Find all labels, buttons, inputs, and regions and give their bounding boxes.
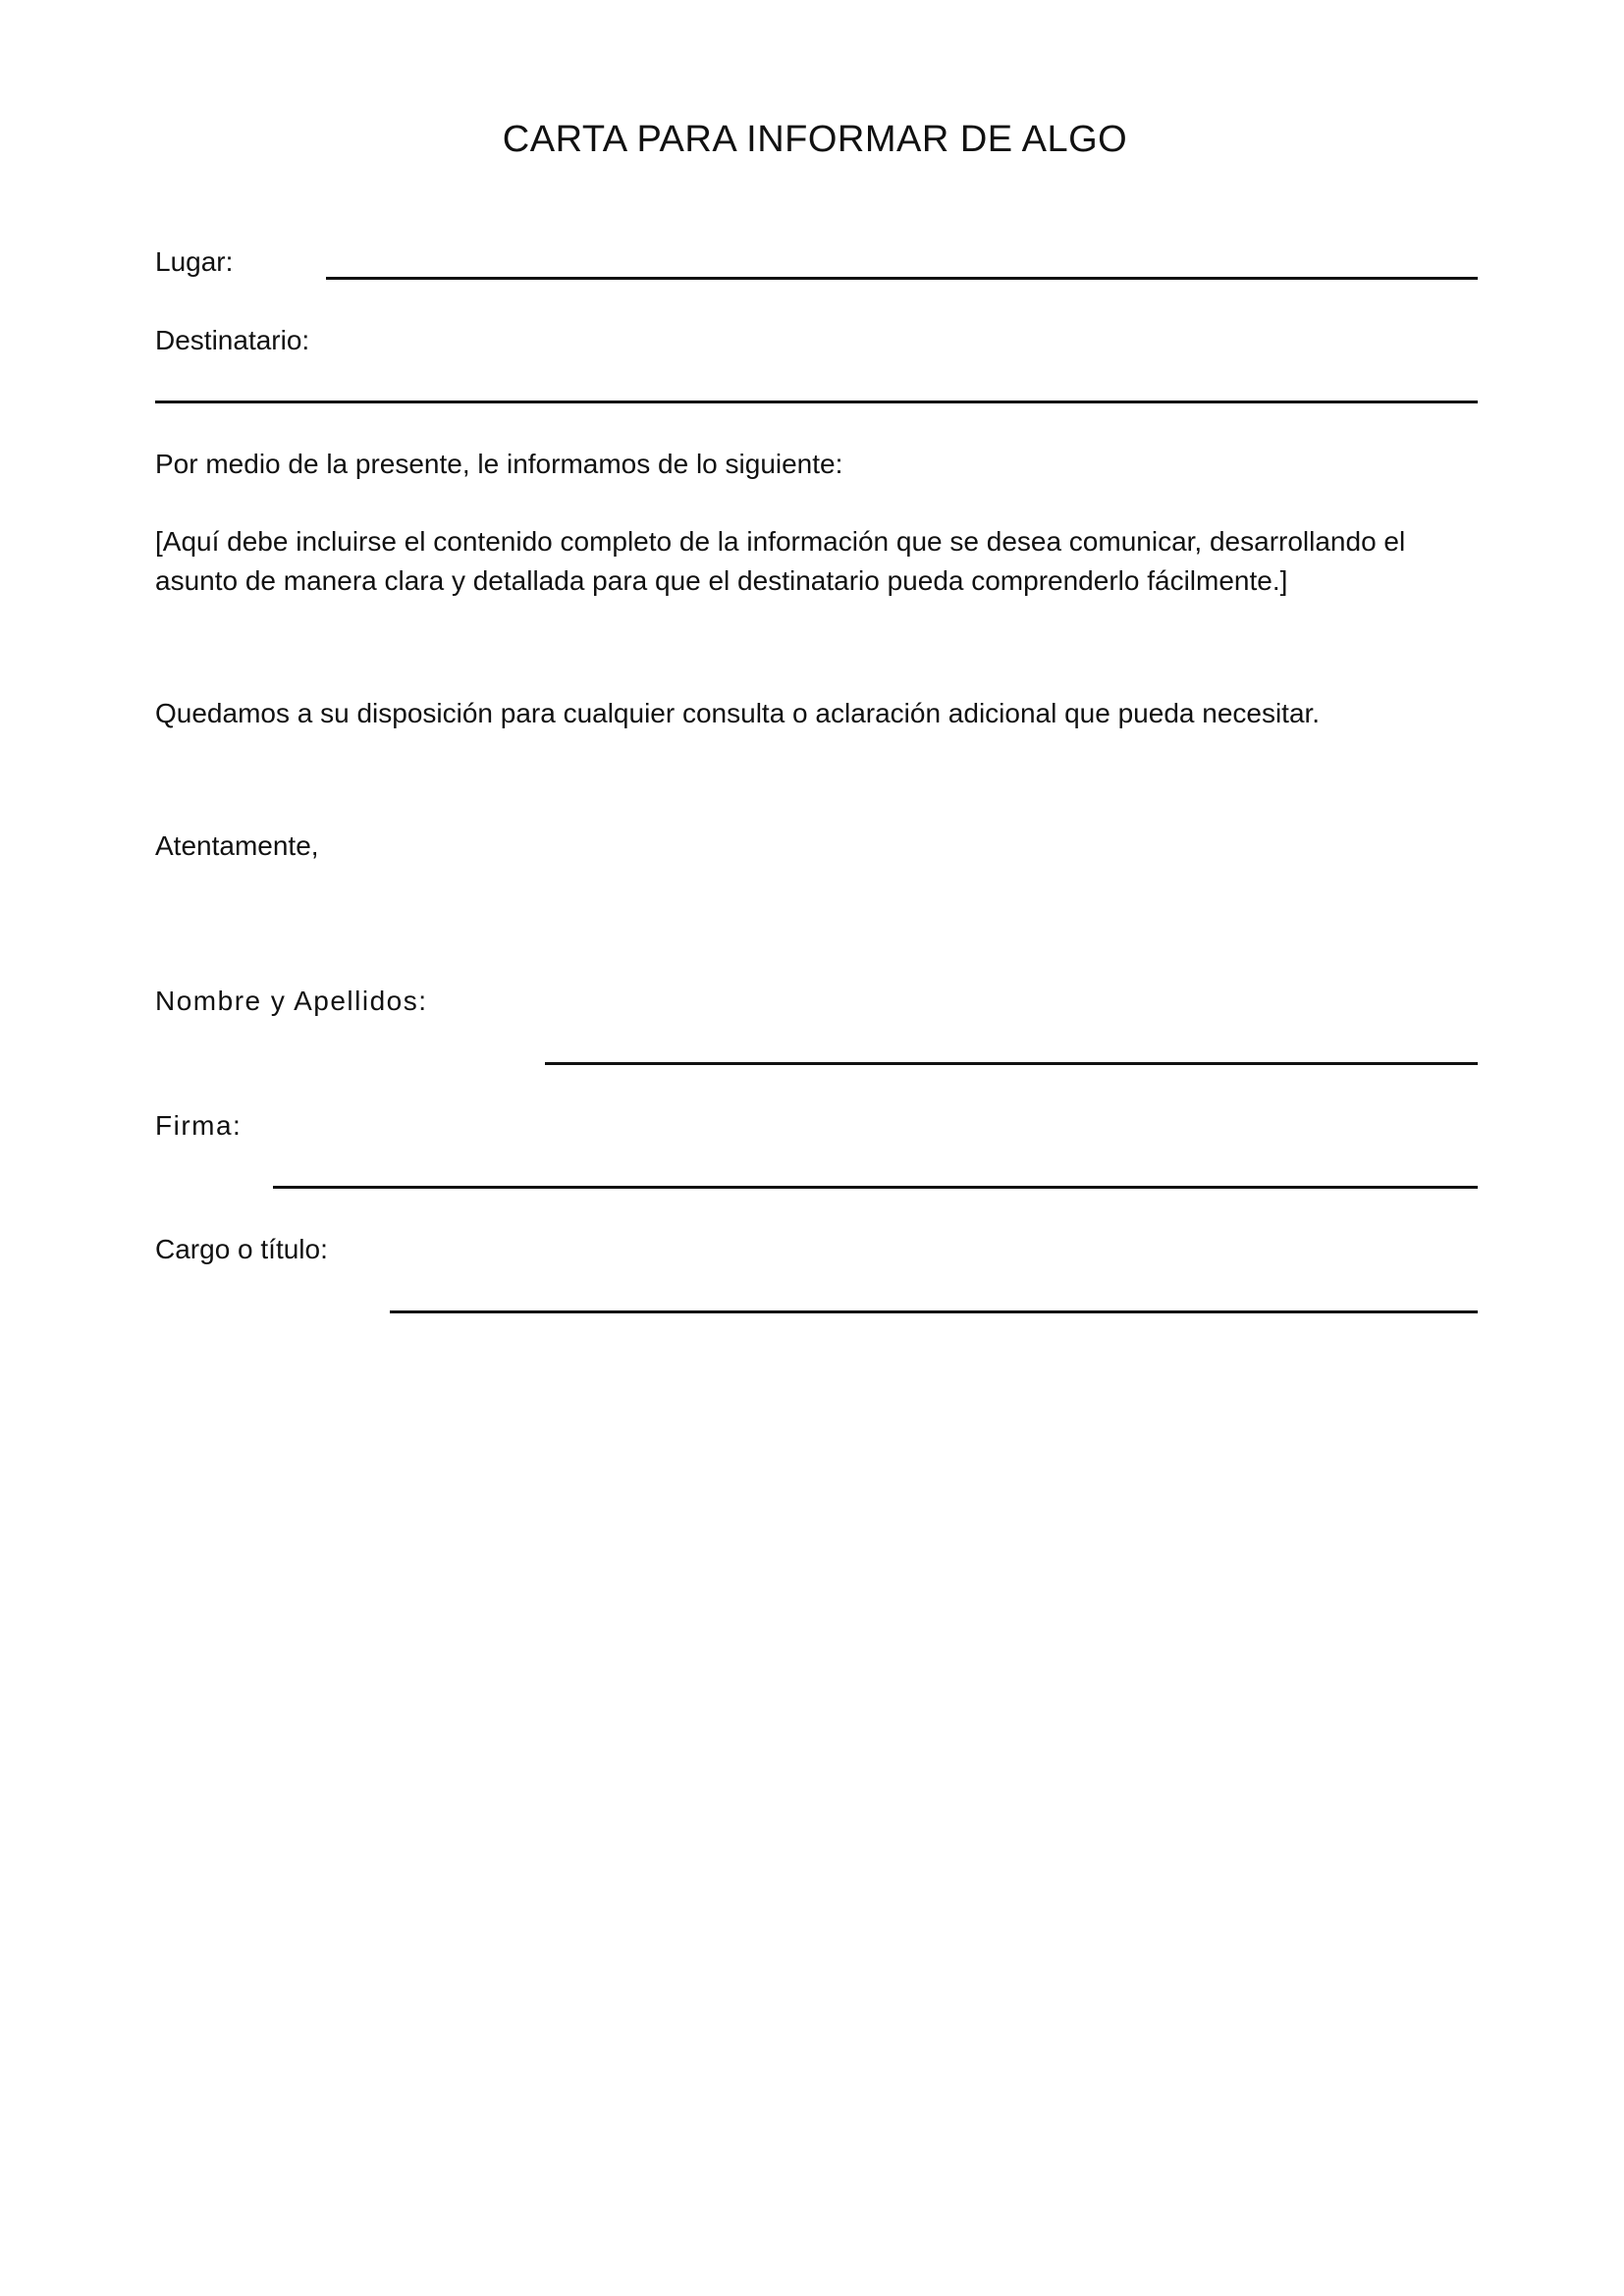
signature-label: Firma: <box>155 1110 243 1141</box>
place-line[interactable] <box>326 277 1478 280</box>
position-line[interactable] <box>390 1310 1478 1313</box>
signature-line[interactable] <box>273 1186 1478 1189</box>
sign-off: Atentamente, <box>155 830 319 861</box>
name-line[interactable] <box>545 1062 1478 1065</box>
intro-text: Por medio de la presente, le informamos de lo siguiente: <box>155 449 843 479</box>
position-label: Cargo o título: <box>155 1234 328 1264</box>
closing-paragraph: Quedamos a su disposición para cualquier consulta o aclaración adicional que pueda necesitar. <box>155 698 1321 728</box>
page-title: CARTA PARA INFORMAR DE ALGO <box>502 119 1128 160</box>
recipient-label: Destinatario: <box>155 325 310 355</box>
name-label: Nombre y Apellidos: <box>155 986 428 1016</box>
place-label: Lugar: <box>155 246 234 277</box>
recipient-line[interactable] <box>155 400 1478 403</box>
body-placeholder: [Aquí debe incluirse el contenido completo de la información que se desea comunicar, desarrollando el asunto de manera clara y detallada para que el destinatario pueda comprenderlo fácilmente.] <box>155 526 1406 596</box>
